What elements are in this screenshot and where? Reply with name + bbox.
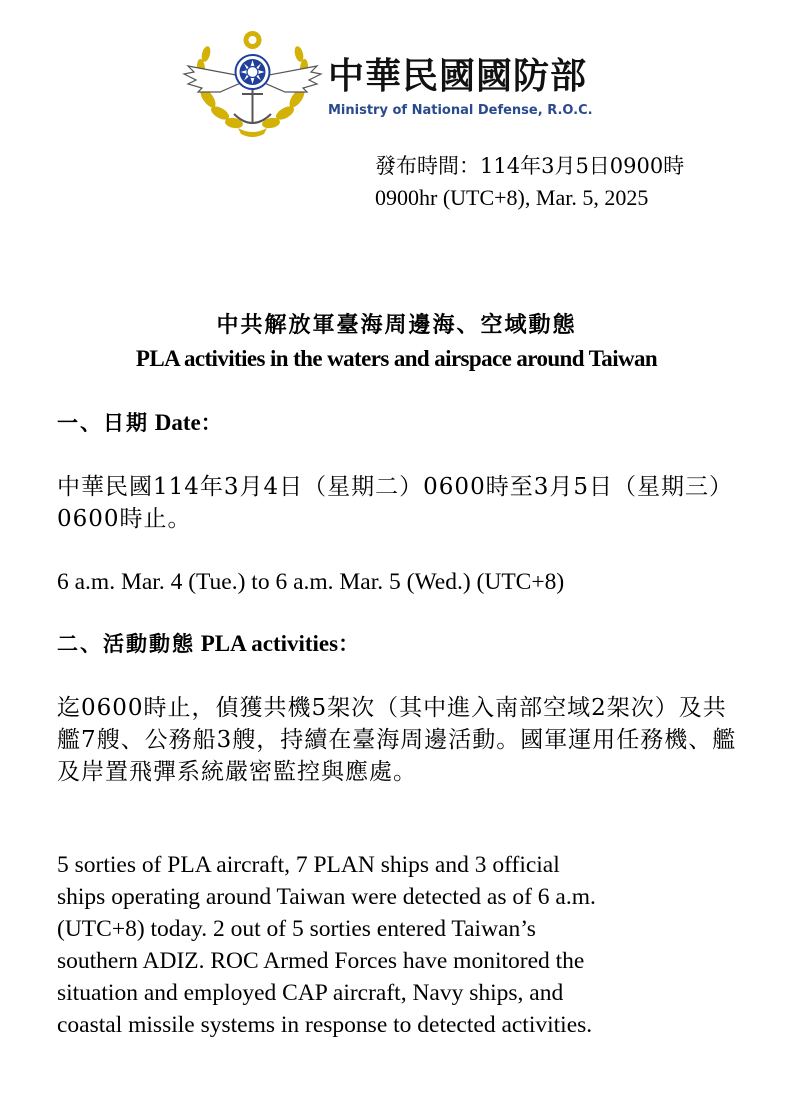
section-date-heading-zh: 一、日期 — [57, 411, 149, 435]
ministry-logo — [180, 28, 640, 140]
document-title — [0, 308, 793, 374]
title-en: PLA activities in the waters and airspace around Taiwan — [135, 346, 658, 371]
ministry-name-en: Ministry of National Defense, R.O.C. — [328, 103, 593, 118]
release-time-en: 0900hr (UTC+8), Mar. 5, 2025 — [375, 185, 649, 210]
section-date-heading-en: Date — [154, 410, 201, 435]
section-date-heading-colon: ： — [200, 411, 224, 435]
activities-en-line-5: situation and employed CAP aircraft, Navy ships, and — [57, 980, 564, 1006]
section-date-body-en — [57, 566, 747, 598]
section-date-heading — [57, 408, 224, 438]
activities-en-line-4: southern ADIZ. ROC Armed Forces have monitored the — [57, 948, 585, 974]
section-activities-body-en — [57, 849, 747, 1041]
activities-en-line-1: 5 sorties of PLA aircraft, 7 PLAN ships and 3 official — [57, 852, 560, 878]
release-time-zh: 發布時間：114年3月5日0900時 — [375, 154, 685, 178]
mnd-emblem-icon — [180, 28, 325, 140]
section-activities-heading-zh: 二、活動動態 — [57, 632, 195, 656]
section-date-body-zh: 中華民國114年3月4日（星期二）0600時至3月5日（星期三）0600時止。 — [57, 474, 733, 532]
section-activities-heading — [57, 629, 361, 659]
section-activities-body-zh: 迄0600時止，偵獲共機5架次（其中進入南部空域2架次）及共艦7艘、公務船3艘，持續在臺海周邊活動。國軍運用任務機、艦及岸置飛彈系統嚴密監控與應處。 — [57, 695, 737, 785]
section-activities-heading-colon: ： — [338, 632, 362, 656]
title-zh: 中共解放軍臺海周邊海、空域動態 — [216, 313, 577, 338]
activities-en-line-3: (UTC+8) today. 2 out of 5 sorties entered Taiwan’s — [57, 916, 536, 942]
ministry-name-zh: 中華民國國防部 — [328, 56, 588, 97]
activities-en-line-2: ships operating around Taiwan were detected as of 6 a.m. — [57, 884, 596, 910]
release-time — [375, 150, 684, 214]
activities-en-line-6: coastal missile systems in response to detected activities. — [57, 1012, 593, 1038]
section-date-body-en-line: 6 a.m. Mar. 4 (Tue.) to 6 a.m. Mar. 5 (Wed.) (UTC+8) — [57, 569, 565, 595]
section-activities-heading-en: PLA activities — [200, 631, 339, 656]
